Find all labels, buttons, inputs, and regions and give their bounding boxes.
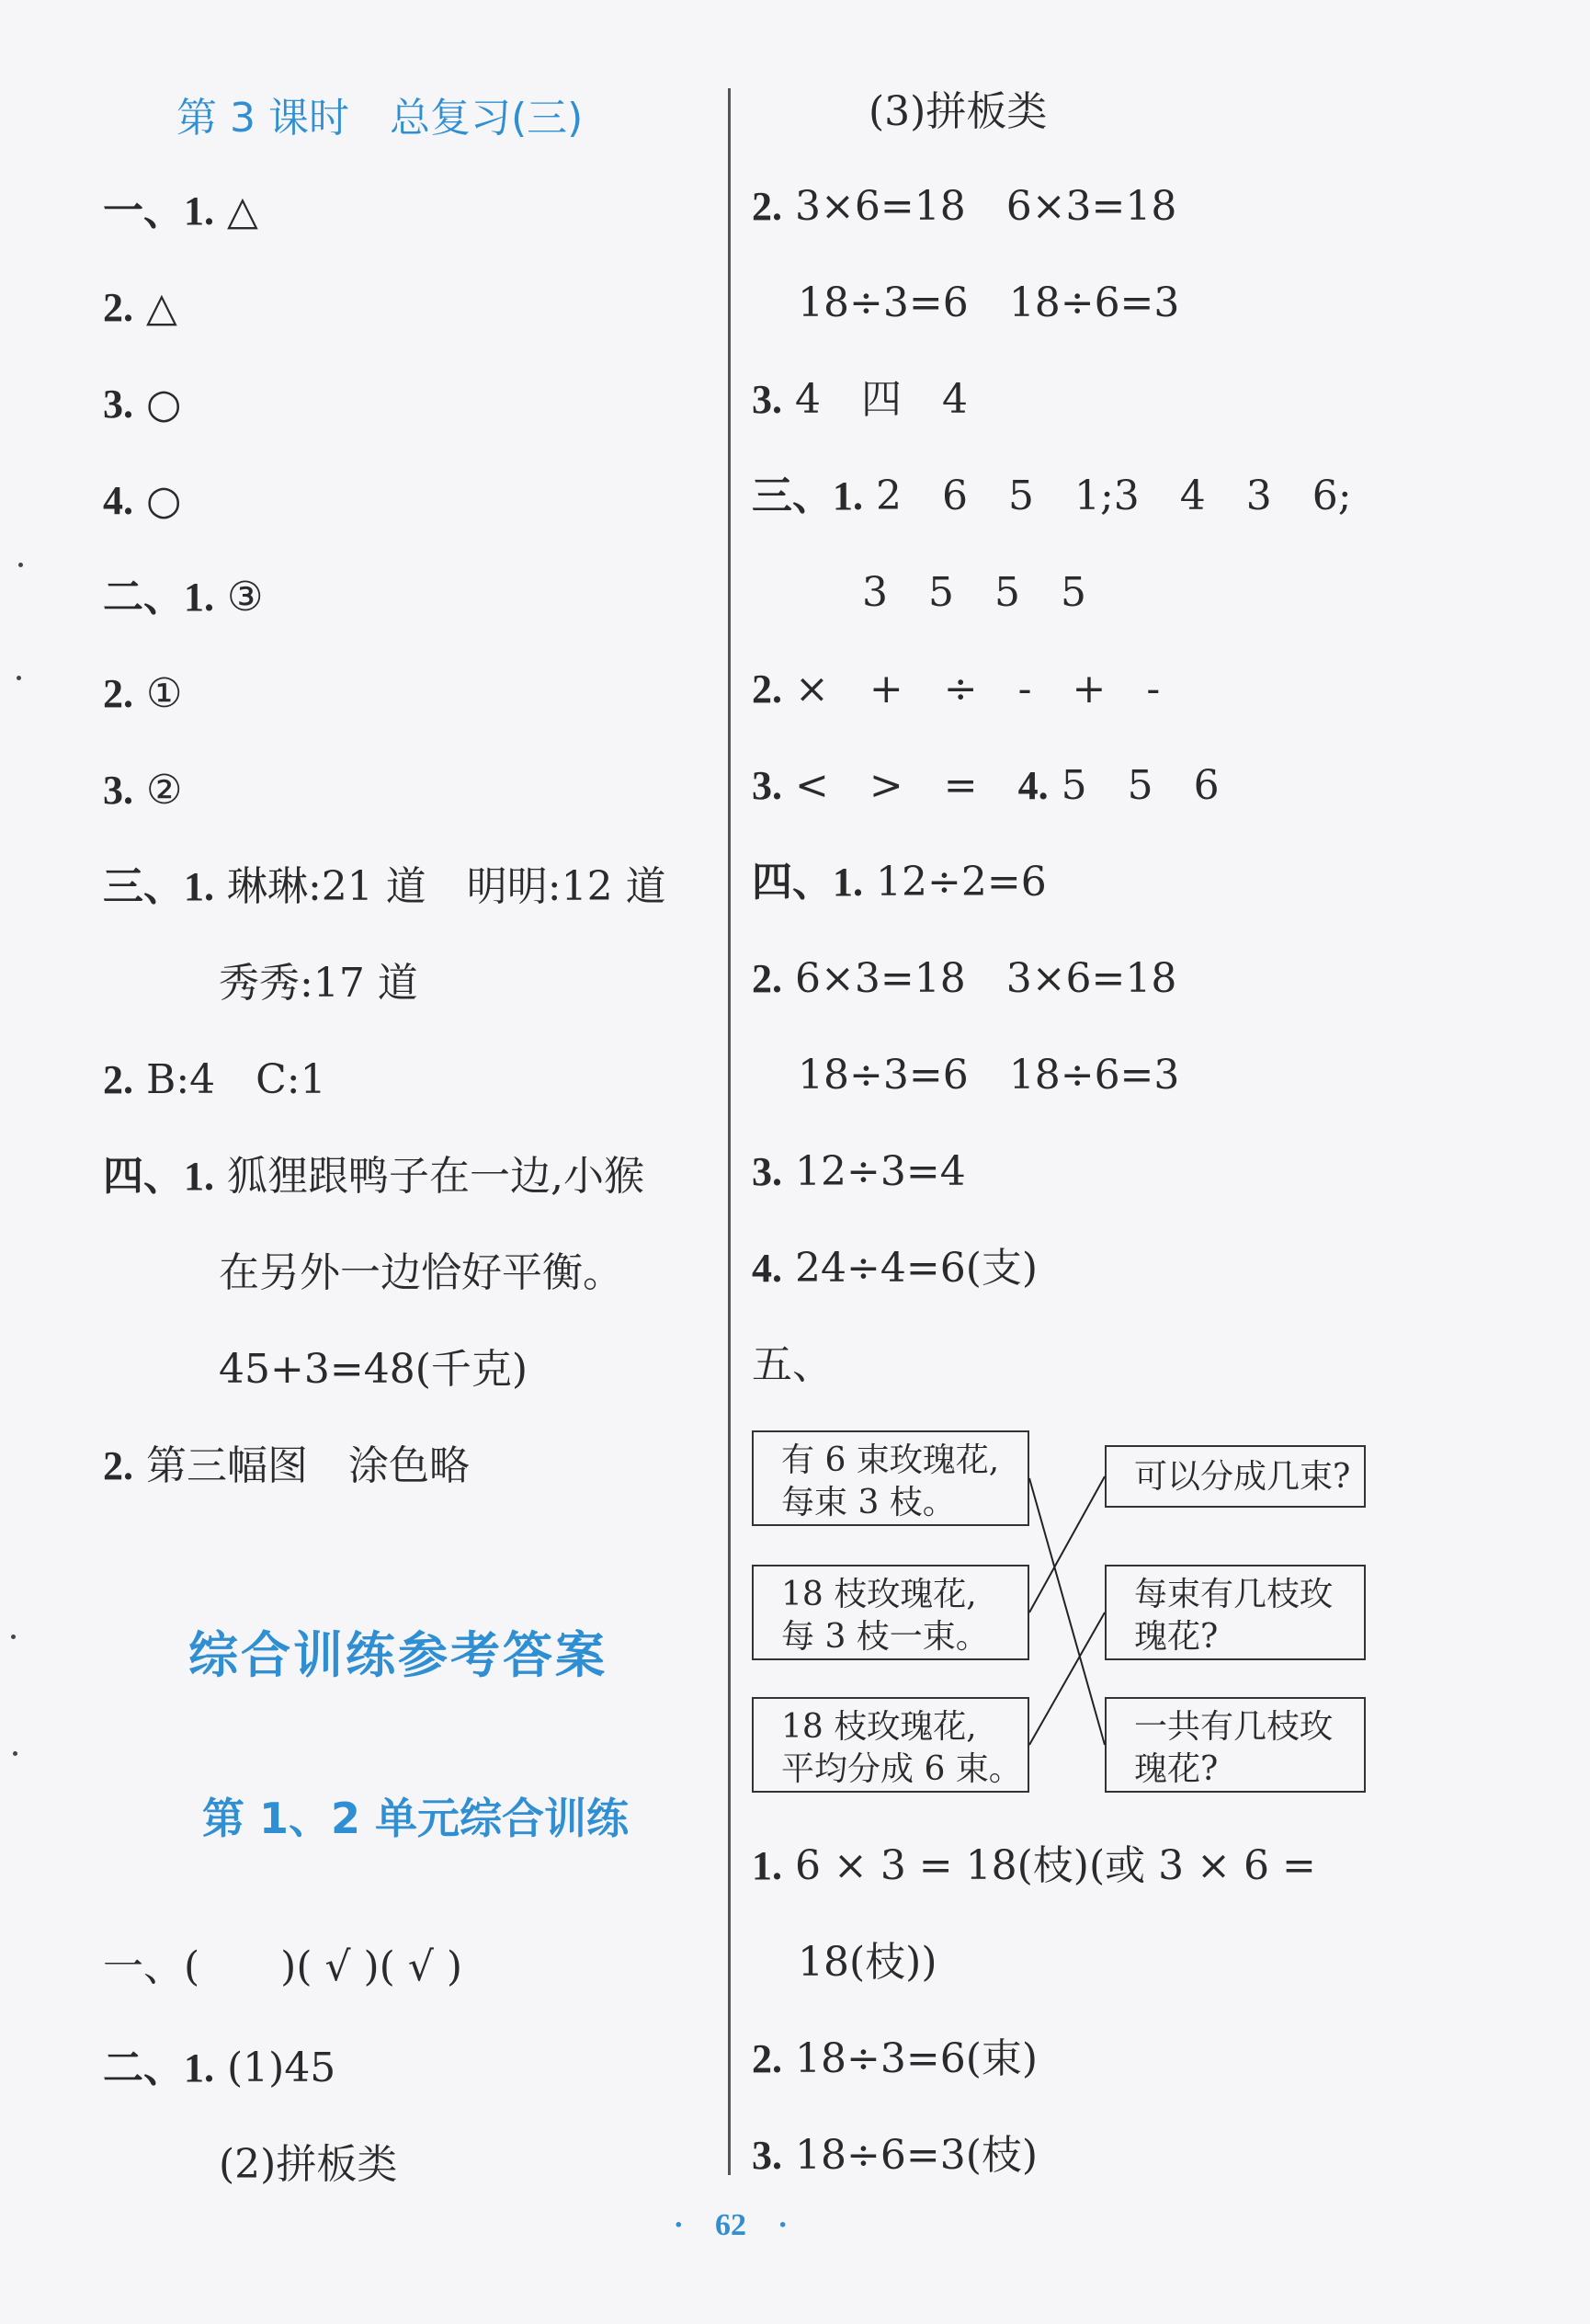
answer-row: 秀秀:17 道 [219,960,418,1007]
answer-row: 三、1. 2 6 5 1;3 4 3 6; [752,473,1352,519]
answer-row: 2. B:4 C:1 [103,1056,326,1103]
match-left-box: 有 6 束玫瑰花, 每束 3 枝。 [752,1430,1029,1526]
scan-dot [17,676,21,680]
answer-row: 1. 6 × 3 = 18(枝)(或 3 × 6 = [752,1842,1316,1889]
match-right-box: 每束有几枝玫 瑰花? [1105,1565,1366,1660]
answer-row: 3. 12÷3=4 [752,1148,966,1195]
answer-row: 2. ① [103,670,183,717]
answer-row: 3. ○ [103,381,182,427]
match-left-box: 18 枝玫瑰花, 每 3 枝一束。 [752,1565,1029,1660]
answer-row: 一、( )( √ )( √ ) [103,1943,463,1990]
scan-dot [18,563,23,567]
answer-row: 3. 18÷6=3(枝) [752,2132,1039,2179]
section-title: 第 3 课时 总复习(三) [176,95,584,142]
answer-row: 4. ○ [103,477,182,524]
answer-row: 2. 3×6=18 6×3=18 [752,183,1177,230]
answer-row: 2. △ [103,284,177,331]
answer-row: 三、1. 琳琳:21 道 明明:12 道 [103,863,666,910]
answers-title: 综合训练参考答案 [188,1626,608,1684]
unit-title: 第 1、2 单元综合训练 [202,1794,630,1843]
answer-row: 2. 18÷3=6(束) [752,2035,1039,2082]
answer-row: 二、1. (1)45 [103,2045,336,2091]
page-number: · 62 · [673,2208,789,2242]
answer-row: 四、1. 狐狸跟鸭子在一边,小猴 [103,1153,644,1200]
match-line [1029,1612,1105,1745]
answer-row: 18(枝)) [798,1939,937,1986]
answer-row: 3. < > = 4. 5 5 6 [752,762,1220,809]
match-left-box: 18 枝玫瑰花, 平均分成 6 束。 [752,1697,1029,1793]
match-line [1029,1476,1105,1612]
answer-row: 18÷3=6 18÷6=3 [798,1052,1180,1099]
answer-row: 18÷3=6 18÷6=3 [798,279,1180,326]
answer-row: 五、 [752,1341,833,1388]
match-right-box: 一共有几枝玫 瑰花? [1105,1697,1366,1793]
answer-row: 四、1. 12÷2=6 [752,859,1047,906]
match-right-box: 可以分成几束? [1105,1445,1366,1508]
answer-row: 45+3=48(千克) [219,1346,528,1393]
answer-row: 3 5 5 5 [862,569,1086,616]
answer-row: 2. × + ÷ - + - [752,666,1161,712]
answer-row: 3. 4 四 4 [752,376,968,423]
answer-row: 2. 第三幅图 涂色略 [103,1442,470,1489]
scan-dot [11,1635,16,1639]
answer-row: 一、1. △ [103,188,258,234]
answer-row: (3)拼板类 [869,88,1048,135]
answer-row: 二、1. ③ [103,574,264,621]
answer-row: 3. ② [103,767,183,814]
answer-row: 4. 24÷4=6(支) [752,1245,1039,1292]
answer-row: (2)拼板类 [219,2141,398,2188]
answer-row: 2. 6×3=18 3×6=18 [752,955,1177,1002]
scan-dot [13,1751,17,1756]
answer-row: 在另外一边恰好平衡。 [219,1249,623,1296]
match-line [1029,1478,1105,1745]
